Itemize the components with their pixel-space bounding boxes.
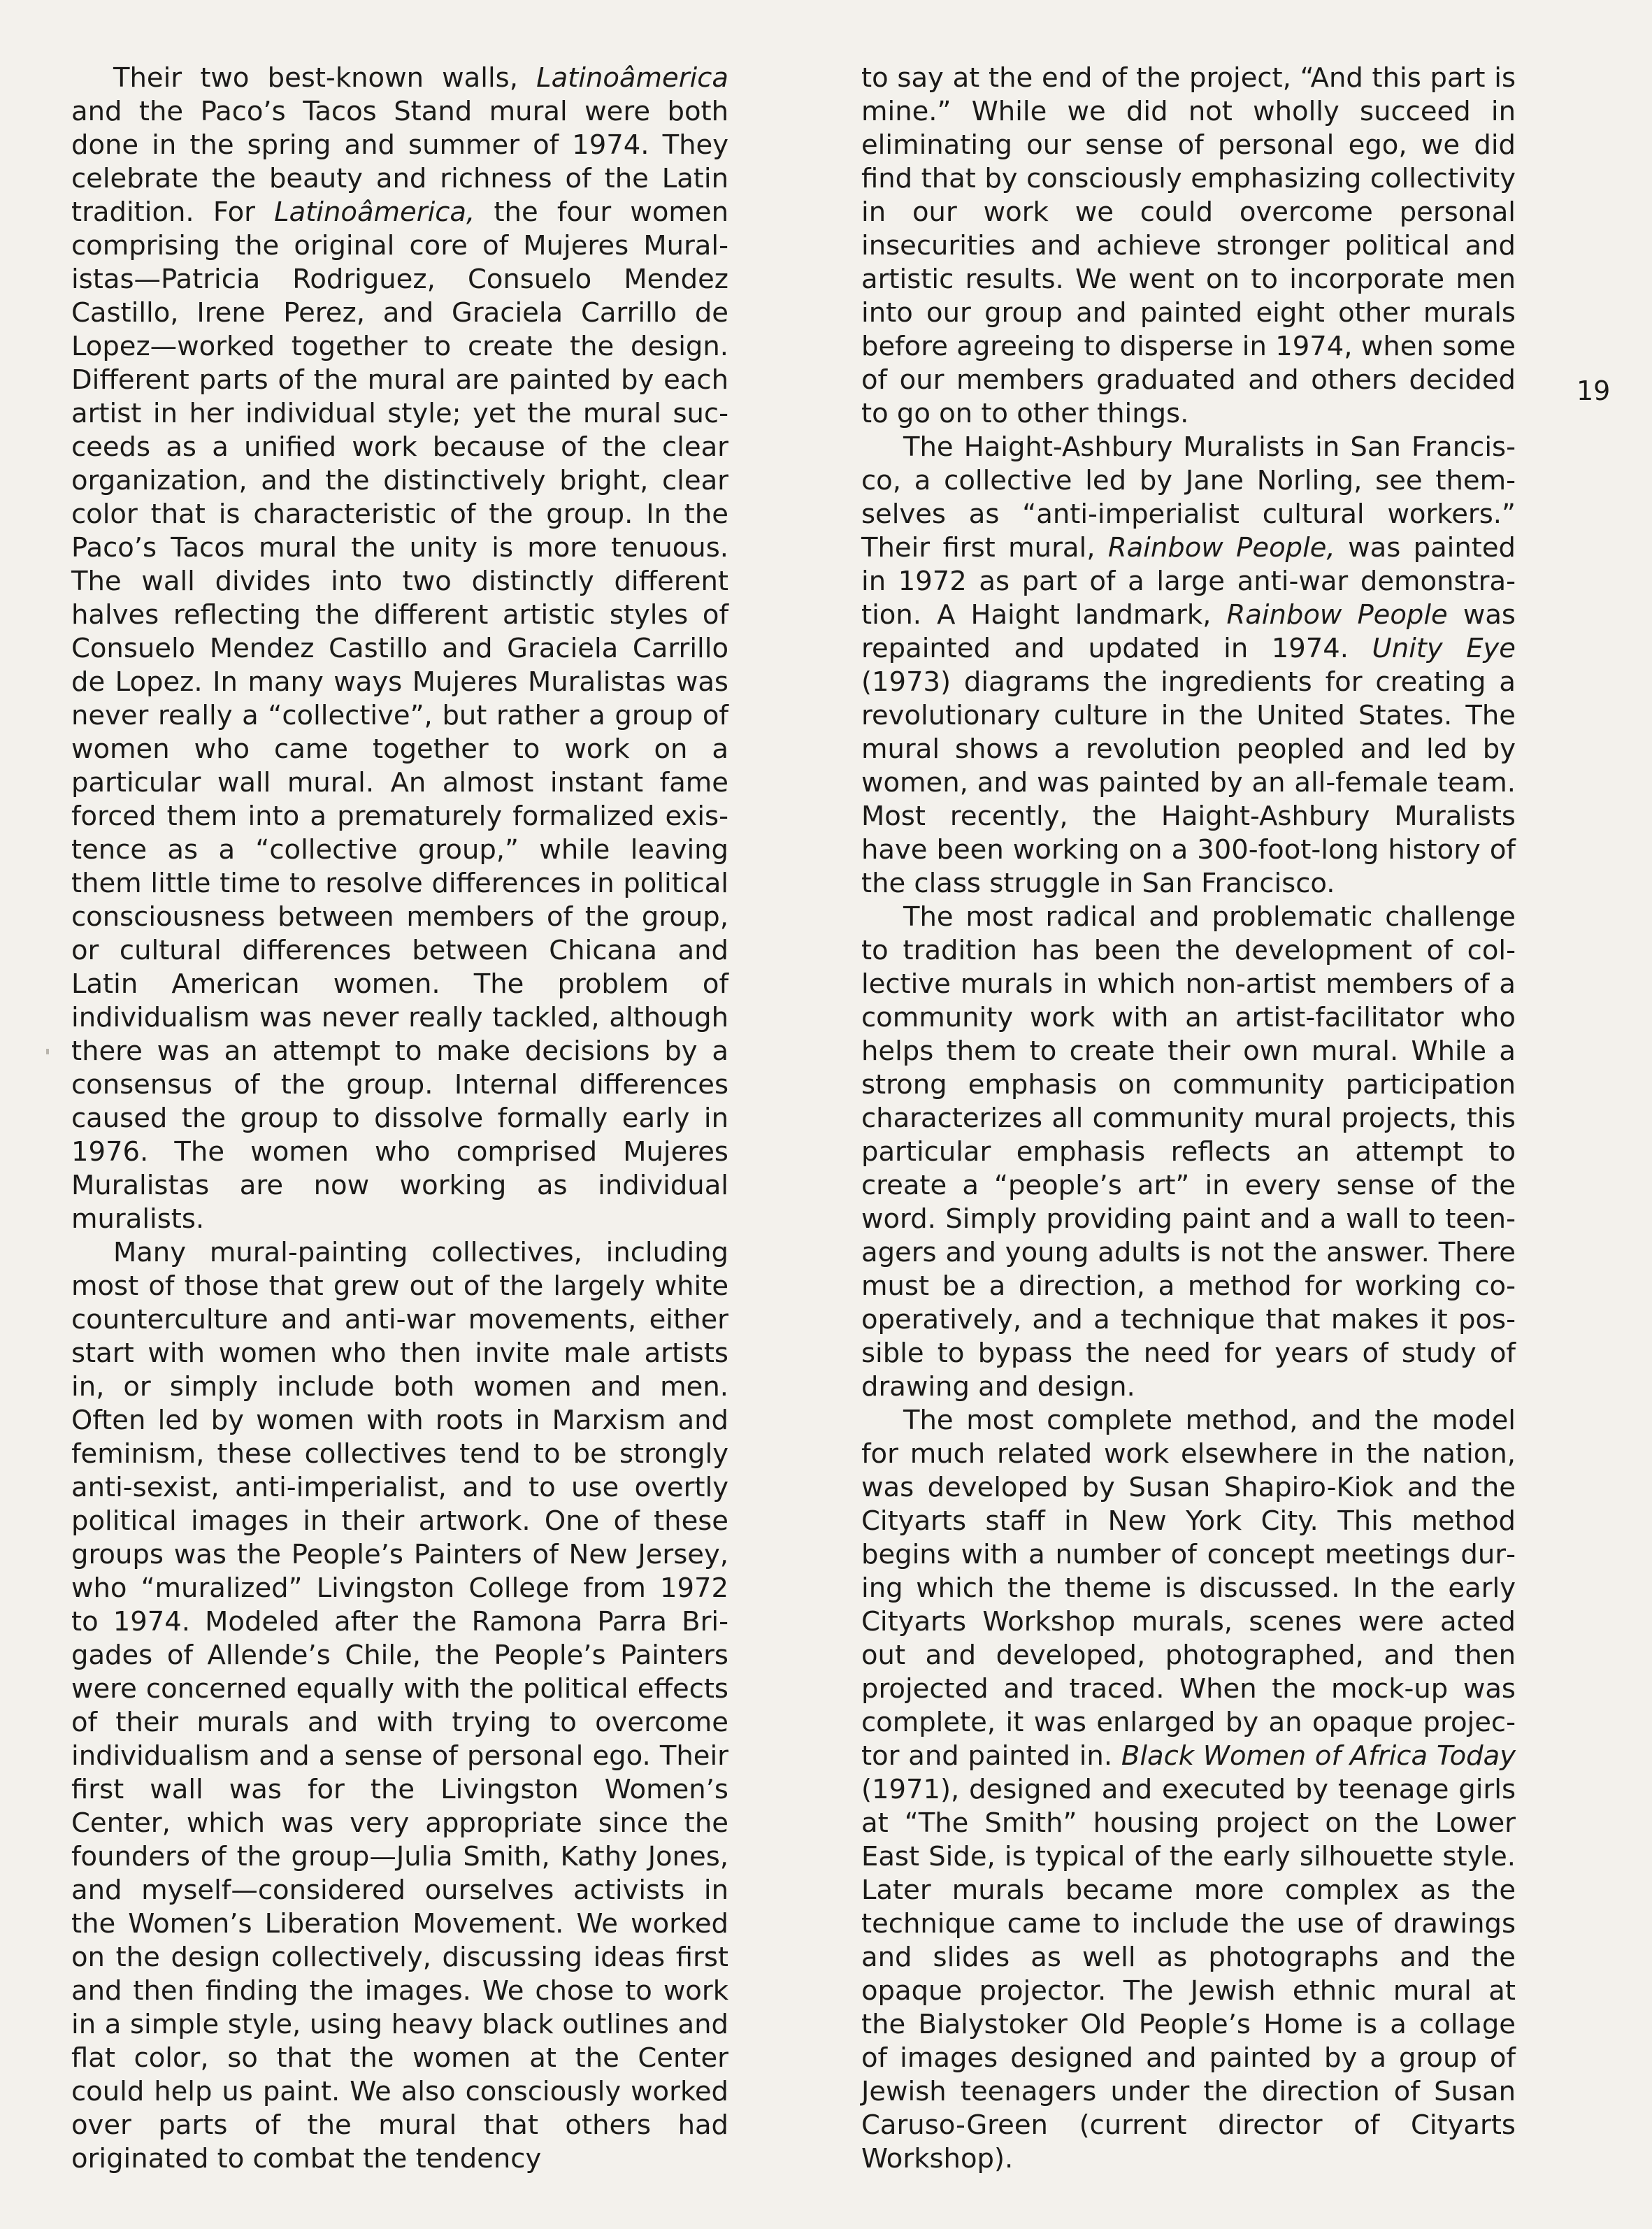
right-column: [861, 62, 1516, 2176]
text-run: the four women comprising the original core of Mujeres Muralistas—Patricia Rodriguez, Consuelo Mendez Castillo, Irene Perez, and Graciela Carrillo de Lopez—worked together to create the design. Different parts of the mural are painted by each artist in her individual style; yet the mural succeeds as a unified work because of the clear organization, and the distinctively bright, clear color that is characteristic of the group. In the Paco’s Tacos mural the unity is more tenuous. The wall divides into two distinctly different halves reflecting the different artistic styles of Consuelo Mendez Castillo and Graciela Carrillo de Lopez. In many ways Mujeres Muralistas was never really a “collective”, but rather a group of women who came together to work on a particular wall mural. An almost instant fame forced them into a prematurely formalized existence as a “collective group,” while leaving them little time to resolve differences in political consciousness between members of the group, or cultural differences between Chicana and Latin American women. The problem of individualism was never really tackled, although there was an attempt to make decisions by a consensus of the group. Internal differences caused the group to dissolve formally early in 1976. The women who comprised Mujeres Muralistas are now working as individual muralists.: [71, 196, 728, 1235]
mural-title: Unity Eye: [1372, 633, 1516, 664]
paragraph-collectives: Many mural-painting collectives, including most of those that grew out of the largely white counterculture and anti-war movements, either start with women who then invite male artists in, or simply include both women and men. Often led by women with roots in Marxism and feminism, these collectives tend to be strongly anti-sexist, anti-imperialist, and to use overtly political images in their artwork. One of these groups was the People’s Painters of New Jersey, who “muralized” Livingston College from 1972 to 1974. Modeled after the Ramona Parra Brigades of Allende’s Chile, the People’s Painters were concerned equally with the political effects of their murals and with trying to overcome individualism and a sense of personal ego. Their first wall was for the Livingston Women’s Center, which was very appropriate since the founders of the group—Julia Smith, Kathy Jones, and myself—considered ourselves activists in the Women’s Liberation Movement. We worked on the design collectively, discussing ideas first and then finding the images. We chose to work in a simple style, using heavy black outlines and flat color, so that the women at the Center could help us paint. We also consciously worked over parts of the mural that others had originated to combat the tendency: [71, 1237, 728, 2174]
text-run: (1973) diagrams the ingredients for creating a revolutionary culture in the United States. The mural shows a revolution peopled and led by women, and was painted by an all-female team. Most recently, the Haight-Ashbury Muralists have been working on a 300-foot-long history of the class struggle in San Francisco.: [861, 666, 1516, 899]
mural-title: Rainbow People,: [1107, 532, 1335, 564]
paragraph-continuation: to say at the end of the project, “And this part is mine.” While we did not wholly succeed in eliminating our sense of personal ego, we did find that by consciously emphasizing collectivity in our work we could overcome personal insecurities and achieve stronger political and artistic results. We went on to incorporate men into our group and painted eight other murals before agreeing to disperse in 1974, when some of our members graduated and others decided to go on to other things.: [861, 62, 1516, 429]
page-number: 19: [1576, 375, 1611, 406]
paragraph-haight-ashbury: [861, 431, 1516, 901]
mural-title: Latinoâmerica: [536, 62, 728, 94]
paragraph-cityarts-method: [861, 1404, 1516, 2176]
text-run: was painted in 1972 as part of a large anti-war demonstration. A Haight landmark,: [861, 532, 1516, 631]
margin-mark: [46, 1049, 49, 1054]
text-run: The Haight-Ashbury Muralists in San Francisco, a collective led by Jane Norling, see themselves as “anti-imperialist cultural workers.” Their first mural,: [861, 431, 1516, 564]
mural-title: Latinoâmerica,: [274, 196, 475, 228]
left-column: [71, 62, 728, 2176]
paragraph-collective-murals: The most radical and problematic challenge to tradition has been the development of collective murals in which non-artist members of a community work with an artist-facilitator who helps them to create their own mural. While a strong emphasis on community participation characterizes all community mural projects, this particular emphasis reflects an attempt to create a “people’s art” in every sense of the word. Simply providing paint and a wall to teenagers and young adults is not the answer. There must be a direction, a method for working cooperatively, and a technique that makes it possible to bypass the need for years of study of drawing and design.: [861, 901, 1516, 1403]
paragraph-mujeres-muralistas: [71, 62, 728, 1236]
text-run: and the Paco’s Tacos Stand mural were both done in the spring and summer of 1974. They celebrate the beauty and richness of the Latin tradition. For: [71, 96, 728, 228]
text-run: was repainted and updated in 1974.: [861, 599, 1516, 664]
text-run: Their two best-known walls,: [113, 62, 537, 94]
mural-title: Rainbow People: [1226, 599, 1448, 631]
text-run: The most complete method, and the model for much related work elsewhere in the nation, was developed by Susan Shapiro-Kiok and the Cityarts staff in New York City. This method begins with a number of concept meetings during which the theme is discussed. In the early Cityarts Workshop murals, scenes were acted out and developed, photographed, and then projected and traced. When the mock-up was complete, it was enlarged by an opaque projector and painted in.: [861, 1405, 1516, 1772]
mural-title: Black Women of Africa Today: [1121, 1740, 1516, 1772]
text-run: (1971), designed and executed by teenage girls at “The Smith” housing project on the Lower East Side, is typical of the early silhouette style. Later murals became more complex as the technique came to include the use of drawings and slides as well as photographs and the opaque projector. The Jewish ethnic mural at the Bialystoker Old People’s Home is a collage of images designed and painted by a group of Jewish teenagers under the direction of Susan Caruso-Green (current director of Cityarts Workshop).: [861, 1774, 1516, 2174]
